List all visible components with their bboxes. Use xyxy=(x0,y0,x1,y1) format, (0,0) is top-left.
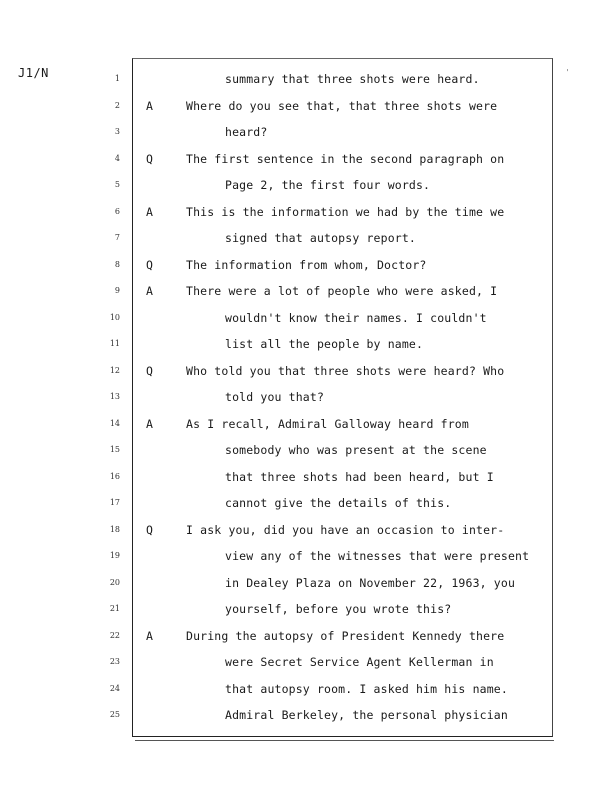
transcript-line-text: Admiral Berkeley, the personal physician xyxy=(225,708,508,722)
transcript-line-text: This is the information we had by the time we xyxy=(186,204,505,219)
line-number: 20 xyxy=(109,577,120,587)
transcript-line-text: The information from whom, Doctor? xyxy=(186,257,427,272)
line-number: 12 xyxy=(109,365,120,375)
line-number: 17 xyxy=(109,498,120,507)
transcript-line-text: that three shots had been heard, but I xyxy=(225,469,494,484)
speaker-label: Q xyxy=(146,522,153,537)
margin-mark: ' xyxy=(565,68,570,77)
transcript-line-text: wouldn't know their names. I couldn't xyxy=(225,310,487,325)
line-number: 7 xyxy=(114,233,120,242)
line-number: 4 xyxy=(114,153,120,163)
transcript-line-text: heard? xyxy=(225,125,268,139)
line-number: 24 xyxy=(109,683,120,693)
speaker-label: A xyxy=(146,284,153,298)
line-number: 22 xyxy=(109,630,120,640)
line-number: 18 xyxy=(109,524,120,534)
line-number: 1 xyxy=(114,74,120,83)
transcript-line-text: in Dealey Plaza on November 22, 1963, you xyxy=(225,575,516,590)
transcript-line-text: Who told you that three shots were heard? Who xyxy=(186,363,505,378)
line-number: 9 xyxy=(114,286,120,295)
transcript-line-text: signed that autopsy report. xyxy=(225,231,416,245)
line-number: 2 xyxy=(114,100,120,110)
line-number: 23 xyxy=(109,657,120,666)
line-number: 21 xyxy=(109,604,120,613)
speaker-label: Q xyxy=(146,151,153,166)
page-header-code: J1/N xyxy=(18,66,49,80)
speaker-label: Q xyxy=(146,363,153,378)
speaker-label: A xyxy=(146,628,153,643)
line-number: 15 xyxy=(109,445,120,454)
line-number: 3 xyxy=(114,127,120,136)
transcript-line-text: summary that three shots were heard. xyxy=(225,72,480,86)
speaker-label: Q xyxy=(146,257,153,272)
transcript-line-text: list all the people by name. xyxy=(225,337,424,351)
speaker-label: A xyxy=(146,98,153,113)
line-number: 13 xyxy=(109,392,120,401)
line-number: 25 xyxy=(109,710,120,719)
transcript-line-text: I ask you, did you have an occasion to inter- xyxy=(186,522,505,537)
transcript-line-text: During the autopsy of President Kennedy there xyxy=(186,628,505,643)
transcript-line-text: cannot give the details of this. xyxy=(225,496,452,510)
transcript-line-text: view any of the witnesses that were present xyxy=(225,549,530,563)
line-number: 6 xyxy=(114,206,120,216)
line-number: 5 xyxy=(114,180,120,189)
transcript-line-text: The first sentence in the second paragraph on xyxy=(186,151,505,166)
speaker-label: A xyxy=(146,204,153,219)
line-number: 16 xyxy=(109,471,120,481)
speaker-label: A xyxy=(146,416,153,431)
transcript-line-text: Page 2, the first four words. xyxy=(225,178,431,192)
transcript-line-text: that autopsy room. I asked him his name. xyxy=(225,681,508,696)
line-number: 11 xyxy=(109,339,120,348)
transcript-line-text: There were a lot of people who were asked, I xyxy=(186,284,498,298)
line-number: 10 xyxy=(109,312,120,322)
transcript-line-text: were Secret Service Agent Kellerman in xyxy=(225,655,494,669)
transcript-line-text: Where do you see that, that three shots were xyxy=(186,98,498,113)
line-number: 14 xyxy=(109,418,120,428)
line-number: 19 xyxy=(109,551,120,560)
transcript-line-text: somebody who was present at the scene xyxy=(225,443,487,457)
line-number: 8 xyxy=(114,259,120,269)
transcript-line-text: yourself, before you wrote this? xyxy=(225,602,452,616)
transcript-line-text: told you that? xyxy=(225,390,325,404)
transcript-line-text: As I recall, Admiral Galloway heard from xyxy=(186,416,469,431)
